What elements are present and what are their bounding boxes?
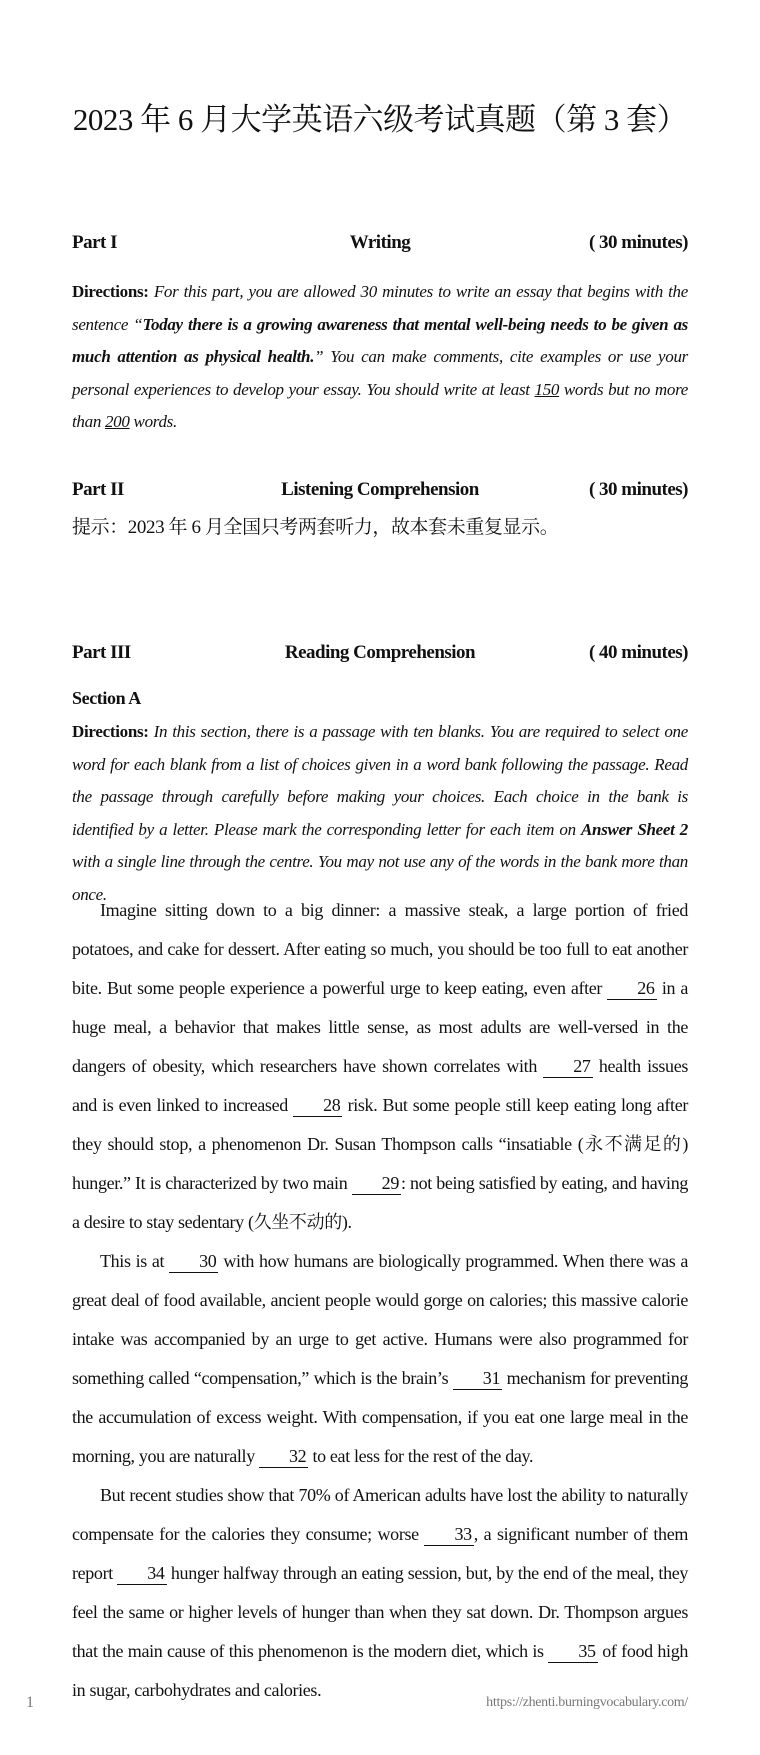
essay-prompt: Today there is a growing awareness that mental well-being needs to be given as much attention as physical health. [72,314,688,366]
directions-text: words. [129,412,177,431]
reading-passage [72,891,688,1710]
passage-text: , a significant number of them report [72,1524,688,1583]
directions-text: In this section, there is a passage with ten blanks. You are required to select one word for each blank from a list of choices given in a word bank following the passage. Read the passage through carefully before making your choices. Each choice in the bank is identified by a letter. Please mark the corresponding letter for each item on [72,722,688,839]
part-3-header [72,638,688,668]
passage-text: of food high in sugar, carbohydrates and calories. [72,1641,688,1700]
blank-29: 29 [352,1172,401,1195]
directions-text: words but no more than [72,379,688,431]
blank-28: 28 [293,1094,342,1117]
part-2-label: Part II [72,479,124,500]
blank-31: 31 [453,1367,502,1390]
passage-text: risk. But some people still keep eating long after they should stop, a phenomenon Dr. Susan Thompson calls “insatiable (永不满足的) hunger.” It is characterized by two main [72,1095,688,1193]
part-1-time: ( 30 minutes) [588,232,688,253]
part-3-directions [72,716,688,911]
passage-text: in a huge meal, a behavior that makes little sense, as most adults are well-versed in the dangers of obesity, which researchers have shown correlates with [72,978,688,1076]
part-1-header [72,228,688,258]
passage-text: Imagine sitting down to a big dinner: a massive steak, a large portion of fried potatoes, and cake for dessert. After eating so much, you should be too full to eat another bite. But some people experience a powerful urge to keep eating, even after [72,900,688,998]
min-word-count: 150 [534,379,560,399]
directions-text: with a single line through the centre. You may not use any of the words in the bank more than once. [72,852,688,904]
page-title: 2023 年 6 月大学英语六级考试真题（第 3 套） [72,102,688,137]
directions-text: ” You can make comments, cite examples or use your personal experiences to develop your essay. You should write at least [72,347,688,399]
blank-33: 33 [424,1523,473,1546]
part-2-header [72,475,688,505]
blank-30: 30 [169,1250,218,1273]
passage-paragraph-1 [72,891,688,1242]
part-1-label: Part I [72,232,118,253]
passage-paragraph-3 [72,1476,688,1710]
part-3-name: Reading Comprehension [284,642,476,663]
passage-text: This is at [100,1251,170,1271]
passage-text: : not being satisfied by eating, and having a desire to stay sedentary (久坐不动的). [72,1173,688,1232]
blank-32: 32 [259,1445,308,1468]
part-1-directions [72,276,688,439]
part-2-name: Listening Comprehension [281,479,479,500]
part-1-name: Writing [349,232,411,253]
blank-34: 34 [117,1562,166,1585]
directions-label: Directions: [72,282,149,301]
passage-text: to eat less for the rest of the day. [308,1446,534,1466]
blank-27: 27 [543,1055,592,1078]
passage-text: hunger halfway through an eating session, but, by the end of the meal, they feel the same or higher levels of hunger than when they sat down. Dr. Thompson argues that the main cause of this phenomenon is the modern diet, which is [72,1563,689,1661]
footer-url-link[interactable]: https://zhenti.burningvocabulary.com/ [486,1695,688,1710]
passage-text: mechanism for preventing the accumulation of excess weight. With compensation, if you eat one large meal in the morning, you are naturally [72,1368,688,1466]
page-number: 1 [26,1694,34,1711]
part-3-time: ( 40 minutes) [588,642,688,663]
passage-text: with how humans are biologically programmed. When there was a great deal of food available, ancient people would gorge on calories; this massive calorie intake was accompanied by an urge to get active. Humans were also programmed for something called “compensation,” which is the brain’s [72,1251,688,1388]
part-2-time: ( 30 minutes) [588,479,688,500]
passage-text: health issues and is even linked to increased [72,1056,688,1115]
section-a-heading: Section A [72,688,141,708]
blank-35: 35 [548,1640,597,1663]
passage-text: But recent studies show that 70% of American adults have lost the ability to naturally compensate for the calories they consume; worse [72,1485,688,1544]
directions-text: For this part, you are allowed 30 minutes to write an essay that begins with the sentence “ [72,282,688,334]
directions-label: Directions: [72,722,149,741]
part-3-label: Part III [72,642,131,663]
passage-paragraph-2 [72,1242,688,1476]
blank-26: 26 [607,977,656,1000]
answer-sheet-ref: Answer Sheet 2 [581,819,688,839]
listening-note: 提示：2023 年 6 月全国只考两套听力，故本套未重复显示。 [72,517,559,538]
max-word-count: 200 [104,412,130,431]
